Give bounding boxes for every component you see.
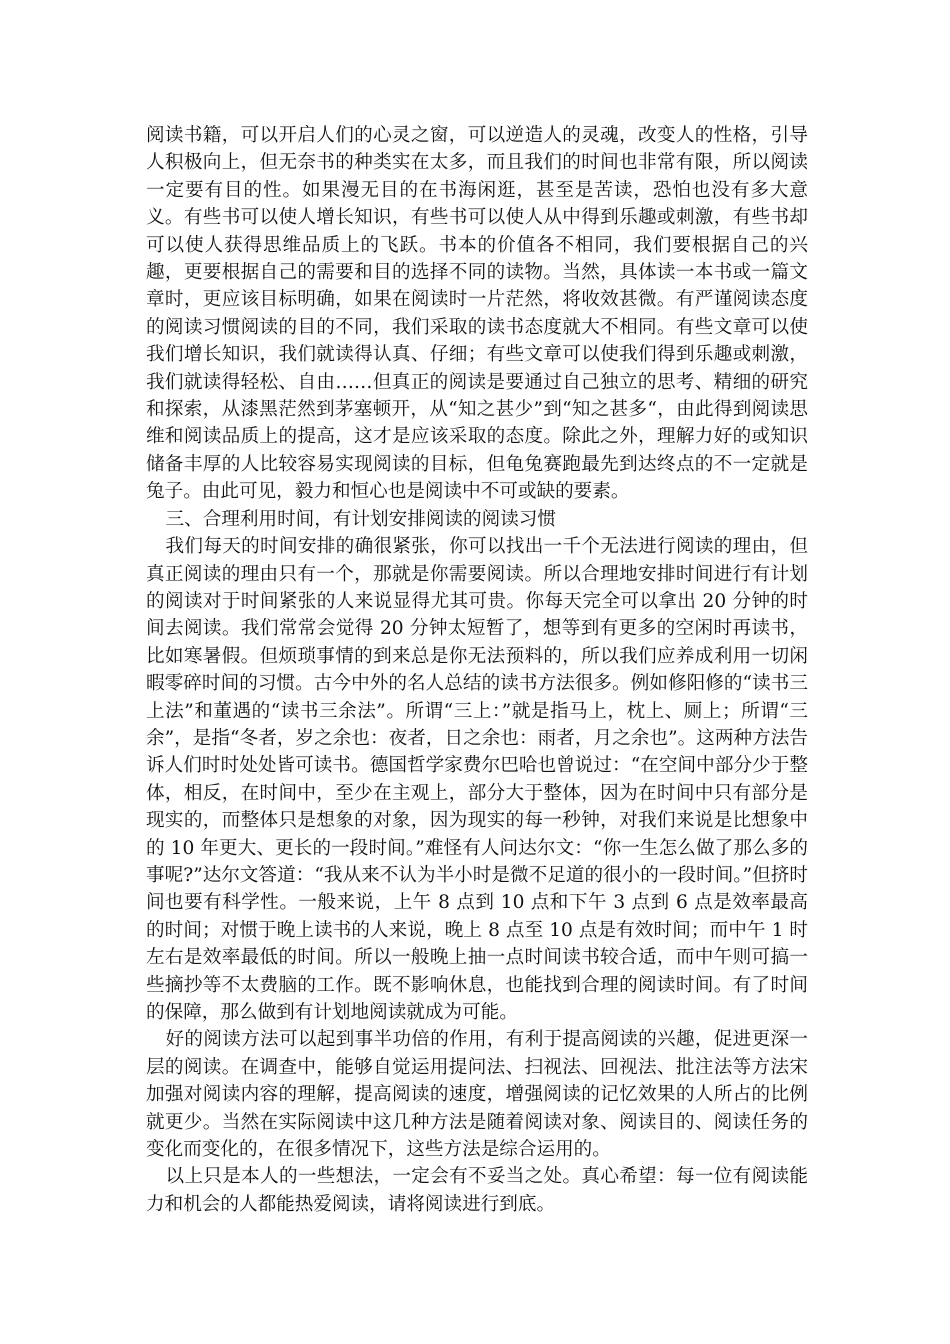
body-paragraph-2: 我们每天的时间安排的确很紧张，你可以找出一千个无法进行阅读的理由，但真正阅读的理由只有一个，那就是你需要阅读。所以合理地安排时间进行有计划的阅读对于时间紧张的人来说显得尤其可贵。你每天完全可以拿出 20 分钟的时间去阅读。我们常常会觉得 20 分钟太短暂了，想等到有更多的空闲时再读书，比如寒暑假。但烦琐事情的到来总是你无法预料的，所以我们应养成利用一切闲暇零碎时间的习惯。古今中外的名人总结的读书方法很多。例如修阳修的“读书三上法”和董遇的“读书三余法”。所谓“三上：”就是指马上，枕上、厕上；所谓“三余”，是指“冬者，岁之余也：夜者，日之余也：雨者，月之余也”。这两种方法告诉人们时时处处皆可读书。德国哲学家费尔巴哈也曾说过：“在空间中部分少于整体，相反，在时间中，至少在主观上，部分大于整体，因为在时间中只有部分是现实的，而整体只是想象的对象，因为现实的每一秒钟，对我们来说是比想象中的 10 年更大、更长的一段时间。”难怪有人问达尔文：“你一生怎么做了那么多的事呢?”达尔文答道：“我从来不认为半小时是微不足道的很小的一段时间。”但挤时间也要有科学性。一般来说，上午 8 点到 10 点和下午 3 点到 6 点是效率最高的时间；对惯于晚上读书的人来说，晚上 8 点至 10 点是有效时间；而中午 1 时左右是效率最低的时间。所以一般晚上抽一点时间读书较合适，而中午则可搞一些摘抄等不太费脑的工作。既不影响休息，也能找到合理的阅读时间。有了时间的保障，那么做到有计划地阅读就成为可能。 xyxy=(146,536,808,1023)
document-page xyxy=(146,122,808,1218)
body-paragraph-1: 阅读书籍，可以开启人们的心灵之窗，可以逆造人的灵魂，改变人的性格，引导人积极向上，但无奈书的种类实在太多，而且我们的时间也非常有限，所以阅读一定要有目的性。如果漫无目的在书海闲逛，甚至是苦读，恐怕也没有多大意义。有些书可以使人增长知识，有些书可以使人从中得到乐趣或刺激，有些书却可以使人获得思维品质上的飞跃。书本的价值各不相同，我们要根据自己的兴趣，更要根据自己的需要和目的选择不同的读物。当然，具体读一本书或一篇文章时，更应该目标明确，如果在阅读时一片茫然，将收效甚微。有严谨阅读态度的阅读习惯阅读的目的不同，我们采取的读书态度就大不相同。有些文章可以使我们增长知识，我们就读得认真、仔细；有些文章可以使我们得到乐趣或刺激，我们就读得轻松、自由……但真正的阅读是要通过自己独立的思考、精细的研究和探索，从漆黑茫然到茅塞顿开，从“知之甚少”到“知之甚多“，由此得到阅读思维和阅读品质上的提高，这才是应该采取的态度。除此之外，理解力好的或知识储备丰厚的人比较容易实现阅读的目标，但龟兔赛跑最先到达终点的不一定就是兔子。由此可见，毅力和恒心也是阅读中不可或缺的要素。 xyxy=(146,125,808,503)
body-paragraph-4: 以上只是本人的一些想法，一定会有不妥当之处。真心希望：每一位有阅读能力和机会的人都能热爱阅读，请将阅读进行到底。 xyxy=(146,1166,808,1215)
section-heading-3: 三、合理利用时间，有计划安排阅读的阅读习惯 xyxy=(165,508,556,530)
body-paragraph-3: 好的阅读方法可以起到事半功倍的作用，有利于提高阅读的兴趣，促进更深一层的阅读。在调查中，能够自觉运用提问法、扫视法、回视法、批注法等方法宋加强对阅读内容的理解，提高阅读的速度，增强阅读的记忆效果的人所占的比例就更少。当然在实际阅读中这几种方法是随着阅读对象、阅读目的、阅读任务的变化而变化的，在很多情况下，这些方法是综合运用的。 xyxy=(146,1029,808,1161)
